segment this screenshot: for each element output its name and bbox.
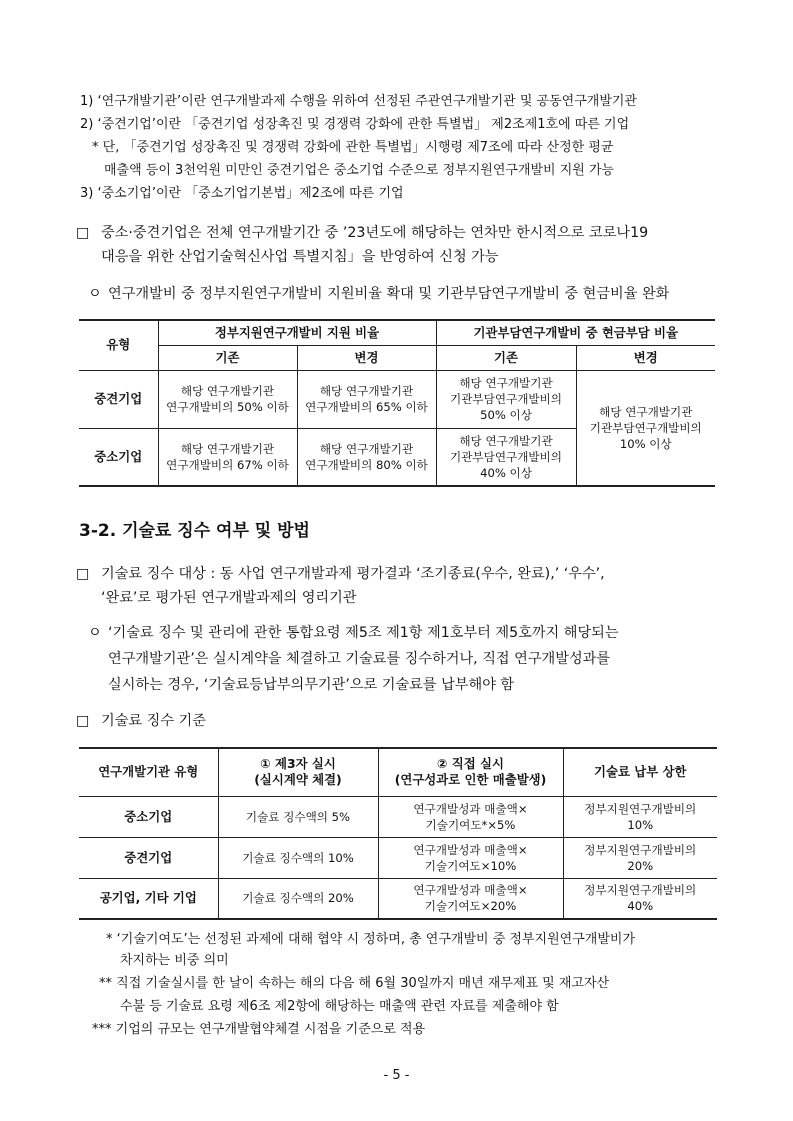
cell-line: 해당 연구개발기관	[599, 404, 693, 419]
table2-header-direct	[378, 748, 563, 796]
cell-line: 연구개발비의 65% 이하	[305, 400, 428, 414]
cell-line: 연구개발성과 매출액×	[413, 842, 528, 857]
table2-cell	[378, 878, 563, 919]
royalty-table	[79, 747, 717, 920]
table2-header-cap: 기술료 납부 상한	[563, 748, 717, 796]
table2-cell: 기술료 징수액의 5%	[218, 796, 378, 837]
para4-bullet: ㅇ	[88, 625, 102, 641]
table1-sub-gov-after: 변경	[297, 345, 436, 370]
table2-cell	[563, 878, 717, 919]
table2-cell: 기술료 징수액의 10%	[218, 837, 378, 878]
table1-cell	[436, 428, 576, 486]
table2-cell	[378, 796, 563, 837]
para2-bullet: ㅇ	[88, 286, 102, 302]
note-2-sub-1: * 단, 「중견기업 성장촉진 및 경쟁력 강화에 관한 특별법」시행령 제7조에 따라 산정한 평균	[92, 140, 614, 155]
cell-line: 해당 연구개발기관	[319, 384, 414, 398]
cell-line: 50% 이상	[480, 408, 532, 422]
para5-bullet: □	[76, 713, 90, 729]
table2-row-type: 중견기업	[79, 837, 218, 878]
table1-sub-cash-after: 변경	[576, 345, 715, 370]
table1-row-type: 중소기업	[79, 428, 158, 486]
cell-line: 정부지원연구개발비의	[584, 883, 697, 898]
cell-line: 연구개발비의 67% 이하	[166, 457, 289, 472]
table-row	[79, 878, 717, 919]
cell-line: 기관부담연구개발비의	[589, 420, 702, 435]
header-line: (연구성과로 인한 매출발생)	[394, 772, 547, 788]
table2-row-type: 공기업, 기타 기업	[79, 878, 218, 919]
para4-line2: 연구개발기관’은 실시계약을 체결하고 기술료를 징수하거나, 직접 연구개발성과를	[108, 651, 611, 667]
cell-line: 10% 이상	[619, 436, 672, 451]
footnote-3: *** 기업의 규모는 연구개발협약체결 시점을 기준으로 적용	[92, 1022, 426, 1037]
note-2-sub-2: 매출액 등이 3천억원 미만인 중견기업은 중소기업 수준으로 정부지원연구개발비 지원 가능	[104, 163, 615, 178]
header-line: ② 직접 실시	[437, 756, 504, 772]
table1-cell	[158, 370, 297, 428]
support-ratio-table	[79, 319, 715, 487]
para4-line1: ‘기술료 징수 및 관리에 관한 통합요령 제5조 제1항 제1호부터 제5호까지 해당되는	[108, 625, 619, 641]
cell-line: 해당 연구개발기관	[319, 441, 414, 456]
table1-header-type: 유형	[79, 320, 158, 370]
cell-line: 기관부담연구개발비의	[450, 392, 563, 406]
table1-cell	[436, 370, 576, 428]
section-heading: 3-2. 기술료 징수 여부 및 방법	[79, 521, 310, 541]
cell-line: 정부지원연구개발비의	[584, 842, 697, 857]
table-row	[79, 837, 717, 878]
table1-cell	[297, 428, 436, 486]
note-2: 2) ‘중견기업’이란 「중견기업 성장촉진 및 경쟁력 강화에 관한 특별법」 제2조제1호에 따른 기업	[80, 117, 630, 132]
table1-header-cash: 기관부담연구개발비 중 현금부담 비율	[436, 320, 715, 345]
table2-cell: 기술료 징수액의 20%	[218, 878, 378, 919]
cell-line: 정부지원연구개발비의	[584, 801, 697, 816]
para3-line1: 기술료 징수 대상 : 동 사업 연구개발과제 평가결과 ‘조기종료(우수, 완료),’ ‘우수’,	[101, 566, 605, 582]
footnote-2: ** 직접 기술실시를 한 날이 속하는 해의 다음 해 6월 30일까지 매년 재무제표 및 재고자산	[99, 976, 610, 991]
cell-line: 해당 연구개발기관	[180, 441, 275, 456]
para4-line3: 실시하는 경우, ‘기술료등납부의무기관’으로 기술료를 납부해야 함	[108, 677, 515, 693]
table1-row-type: 중견기업	[79, 370, 158, 428]
cell-line: 해당 연구개발기관	[459, 376, 553, 390]
note-3: 3) ‘중소기업’이란 「중소기업기본법」제2조에 따른 기업	[80, 186, 404, 201]
cell-line: 연구개발성과 매출액×	[413, 883, 528, 898]
table1-sub-gov-before: 기존	[158, 345, 297, 370]
cell-line: 해당 연구개발기관	[180, 384, 275, 398]
table1-cell	[158, 428, 297, 486]
header-line: (실시계약 체결)	[254, 772, 342, 788]
cell-line: 연구개발비의 50% 이하	[166, 400, 289, 414]
para2-text: 연구개발비 중 정부지원연구개발비 지원비율 확대 및 기관부담연구개발비 중 현금비율 완화	[108, 286, 670, 302]
table2-cell	[378, 837, 563, 878]
table2-cell	[563, 837, 717, 878]
table-row	[79, 370, 715, 428]
cell-line: 해당 연구개발기관	[459, 433, 553, 448]
table2-header-type: 연구개발기관 유형	[79, 748, 218, 796]
cell-line: 40%	[627, 899, 654, 914]
page-number: - 5 -	[383, 1068, 410, 1083]
para5-text: 기술료 징수 기준	[101, 713, 206, 729]
footnote-1: * ‘기술기여도’는 선정된 과제에 대해 협약 시 정하며, 총 연구개발비 중 정부지원연구개발비가	[106, 932, 635, 947]
para3-line2: ‘완료’로 평가된 연구개발과제의 영리기관	[101, 590, 357, 606]
header-line: ① 제3자 실시	[260, 756, 336, 772]
cell-line: 기술기여도×20%	[424, 899, 517, 914]
cell-line: 40% 이상	[480, 465, 532, 480]
cell-line: 연구개발성과 매출액×	[413, 801, 528, 816]
table-row	[79, 796, 717, 837]
para1-line1: 중소·중견기업은 전체 연구개발기간 중 ’23년도에 해당하는 연차만 한시적으로 코로나19	[101, 225, 649, 241]
cell-line: 10%	[627, 817, 654, 832]
table1-header-gov: 정부지원연구개발비 지원 비율	[158, 320, 436, 345]
para1-bullet: □	[76, 225, 90, 241]
table1-cell	[297, 370, 436, 428]
table2-cell	[563, 796, 717, 837]
footnote-2-cont: 수불 등 기술료 요령 제6조 제2항에 해당하는 매출액 관련 자료를 제출해야 함	[120, 999, 559, 1014]
table2-row-type: 중소기업	[79, 796, 218, 837]
cell-line: 기술기여도×10%	[424, 858, 517, 873]
table1-sub-cash-before: 기존	[436, 345, 576, 370]
cell-line: 기술기여도*×5%	[425, 817, 516, 832]
table2-header-third-party	[218, 748, 378, 796]
para3-bullet: □	[76, 566, 90, 582]
cell-line: 연구개발비의 80% 이하	[305, 457, 428, 472]
note-1: 1) ‘연구개발기관’이란 연구개발과제 수행을 위하여 선정된 주관연구개발기관 및 공동연구개발기관	[80, 94, 637, 109]
cell-line: 20%	[627, 858, 654, 873]
footnote-1-cont: 차지하는 비중 의미	[120, 953, 229, 968]
table1-cell-merged	[576, 370, 715, 486]
cell-line: 기관부담연구개발비의	[450, 449, 563, 464]
para1-line2: 대응을 위한 산업기술혁신사업 특별지침」을 반영하여 신청 가능	[101, 249, 499, 265]
